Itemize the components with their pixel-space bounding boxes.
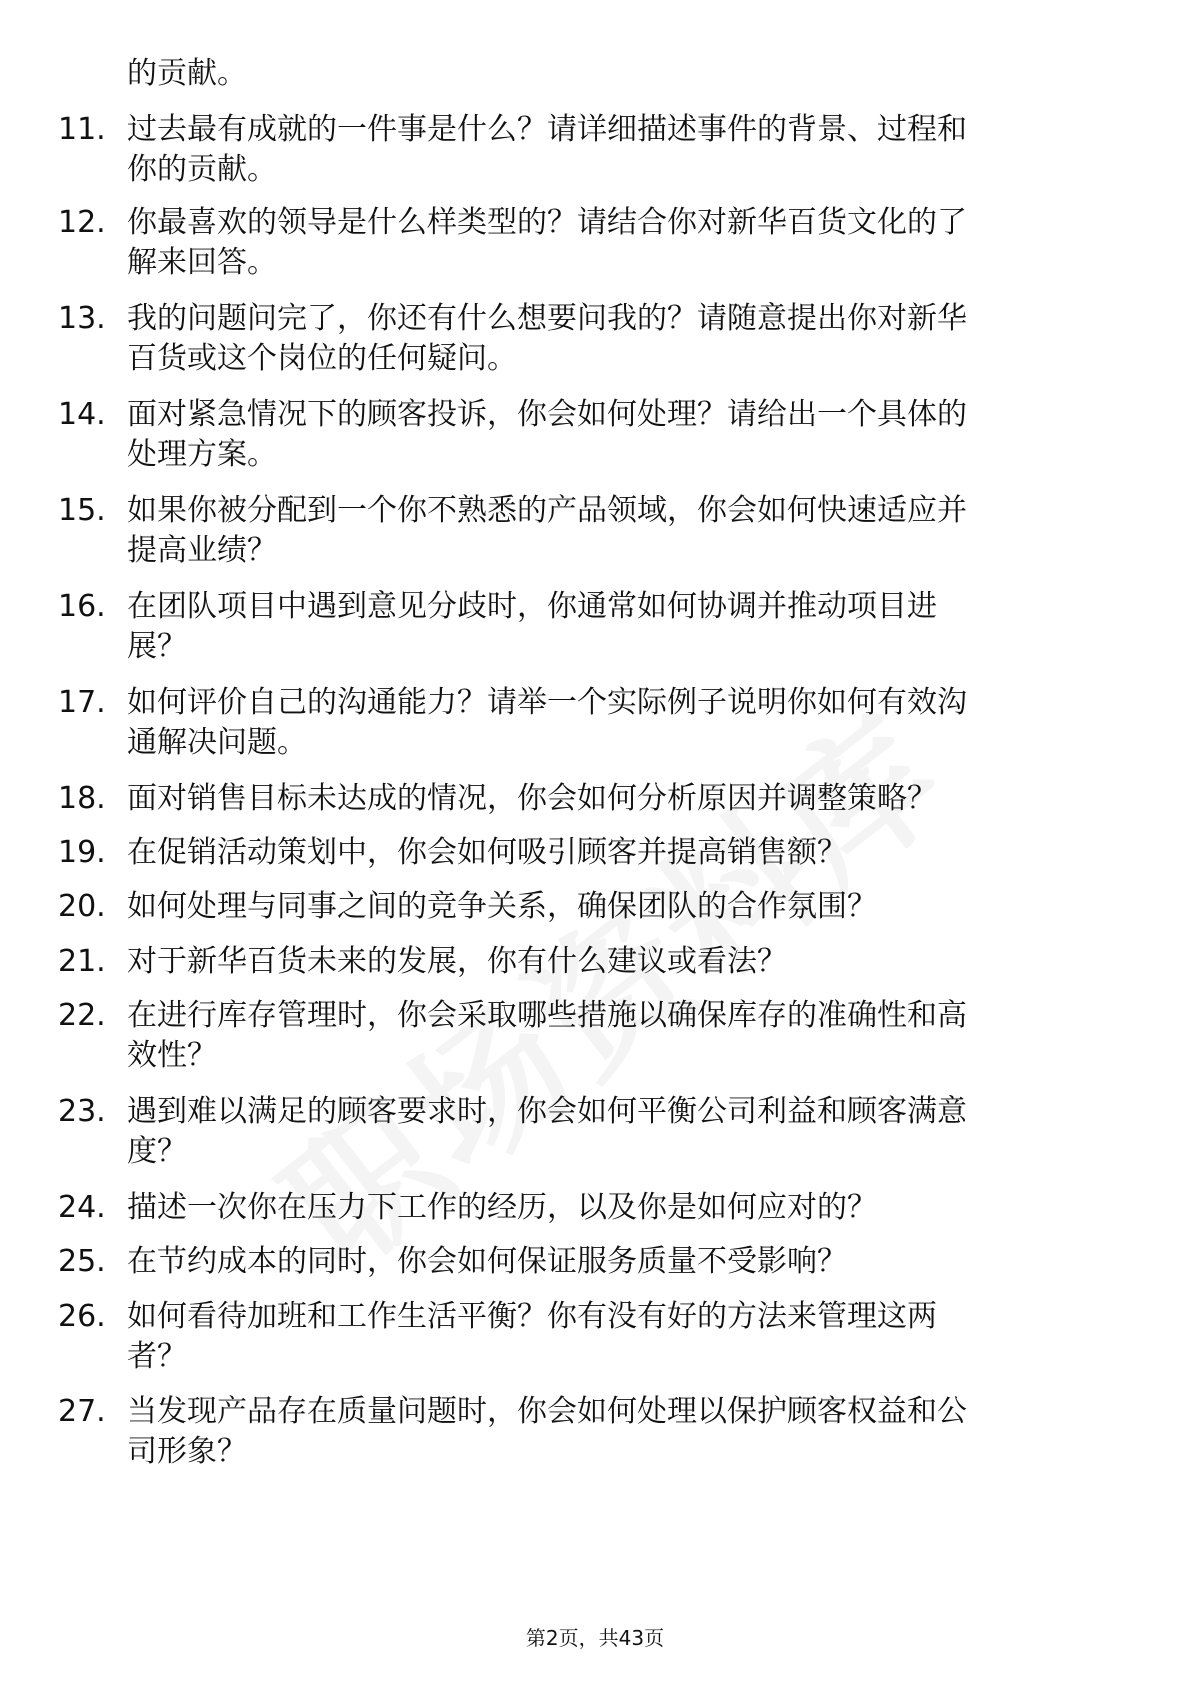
item-number: 26. (58, 1299, 106, 1334)
item-number: 23. (58, 1094, 106, 1129)
item-number: 22. (58, 998, 106, 1033)
item-number: 17. (58, 685, 106, 720)
item-number: 15. (58, 493, 106, 528)
item-text-line: 如何看待加班和工作生活平衡？你有没有好的方法来管理这两 (127, 1299, 937, 1334)
item-text-line: 如果你被分配到一个你不熟悉的产品领域，你会如何快速适应并 (127, 493, 967, 528)
item-number: 25. (58, 1244, 106, 1279)
item-text-line: 如何评价自己的沟通能力？请举一个实际例子说明你如何有效沟 (127, 685, 967, 720)
item-number: 27. (58, 1394, 106, 1429)
item-text-line: 者？ (127, 1339, 187, 1374)
item-text-line: 当发现产品存在质量问题时，你会如何处理以保护顾客权益和公 (127, 1394, 967, 1429)
item-number: 11. (58, 112, 106, 147)
item-number: 20. (58, 889, 106, 924)
continuation-line: 的贡献。 (127, 56, 247, 91)
item-number: 13. (58, 301, 106, 336)
item-text-line: 司形象？ (127, 1434, 247, 1469)
item-text-line: 在进行库存管理时，你会采取哪些措施以确保库存的准确性和高 (127, 998, 967, 1033)
item-text-line: 在节约成本的同时，你会如何保证服务质量不受影响？ (127, 1244, 847, 1279)
item-number: 19. (58, 835, 106, 870)
item-text-line: 遇到难以满足的顾客要求时，你会如何平衡公司利益和顾客满意 (127, 1094, 967, 1129)
item-text-line: 面对紧急情况下的顾客投诉，你会如何处理？请给出一个具体的 (127, 397, 967, 432)
item-text-line: 在促销活动策划中，你会如何吸引顾客并提高销售额？ (127, 835, 847, 870)
item-number: 14. (58, 397, 106, 432)
item-text-line: 解来回答。 (127, 245, 277, 280)
item-text-line: 你最喜欢的领导是什么样类型的？请结合你对新华百货文化的了 (127, 205, 967, 240)
item-text-line: 如何处理与同事之间的竞争关系，确保团队的合作氛围？ (127, 889, 877, 924)
item-number: 21. (58, 944, 106, 979)
item-text-line: 处理方案。 (127, 437, 277, 472)
item-text-line: 对于新华百货未来的发展，你有什么建议或看法？ (127, 944, 787, 979)
item-text-line: 我的问题问完了，你还有什么想要问我的？请随意提出你对新华 (127, 301, 967, 336)
item-text-line: 面对销售目标未达成的情况，你会如何分析原因并调整策略？ (127, 781, 937, 816)
item-number: 12. (58, 205, 106, 240)
item-text-line: 效性？ (127, 1038, 217, 1073)
item-number: 24. (58, 1190, 106, 1225)
page-footer: 第2页，共43页 (525, 1626, 665, 1650)
item-text-line: 描述一次你在压力下工作的经历，以及你是如何应对的？ (127, 1190, 877, 1225)
item-text-line: 通解决问题。 (127, 725, 307, 760)
item-text-line: 度？ (127, 1134, 187, 1169)
item-text-line: 提高业绩？ (127, 533, 277, 568)
item-text-line: 你的贡献。 (127, 152, 277, 187)
item-text-line: 百货或这个岗位的任何疑问。 (127, 341, 517, 376)
item-number: 16. (58, 589, 106, 624)
item-text-line: 在团队项目中遇到意见分歧时，你通常如何协调并推动项目进 (127, 589, 937, 624)
item-text-line: 展？ (127, 629, 187, 664)
item-number: 18. (58, 781, 106, 816)
item-text-line: 过去最有成就的一件事是什么？请详细描述事件的背景、过程和 (127, 112, 967, 147)
